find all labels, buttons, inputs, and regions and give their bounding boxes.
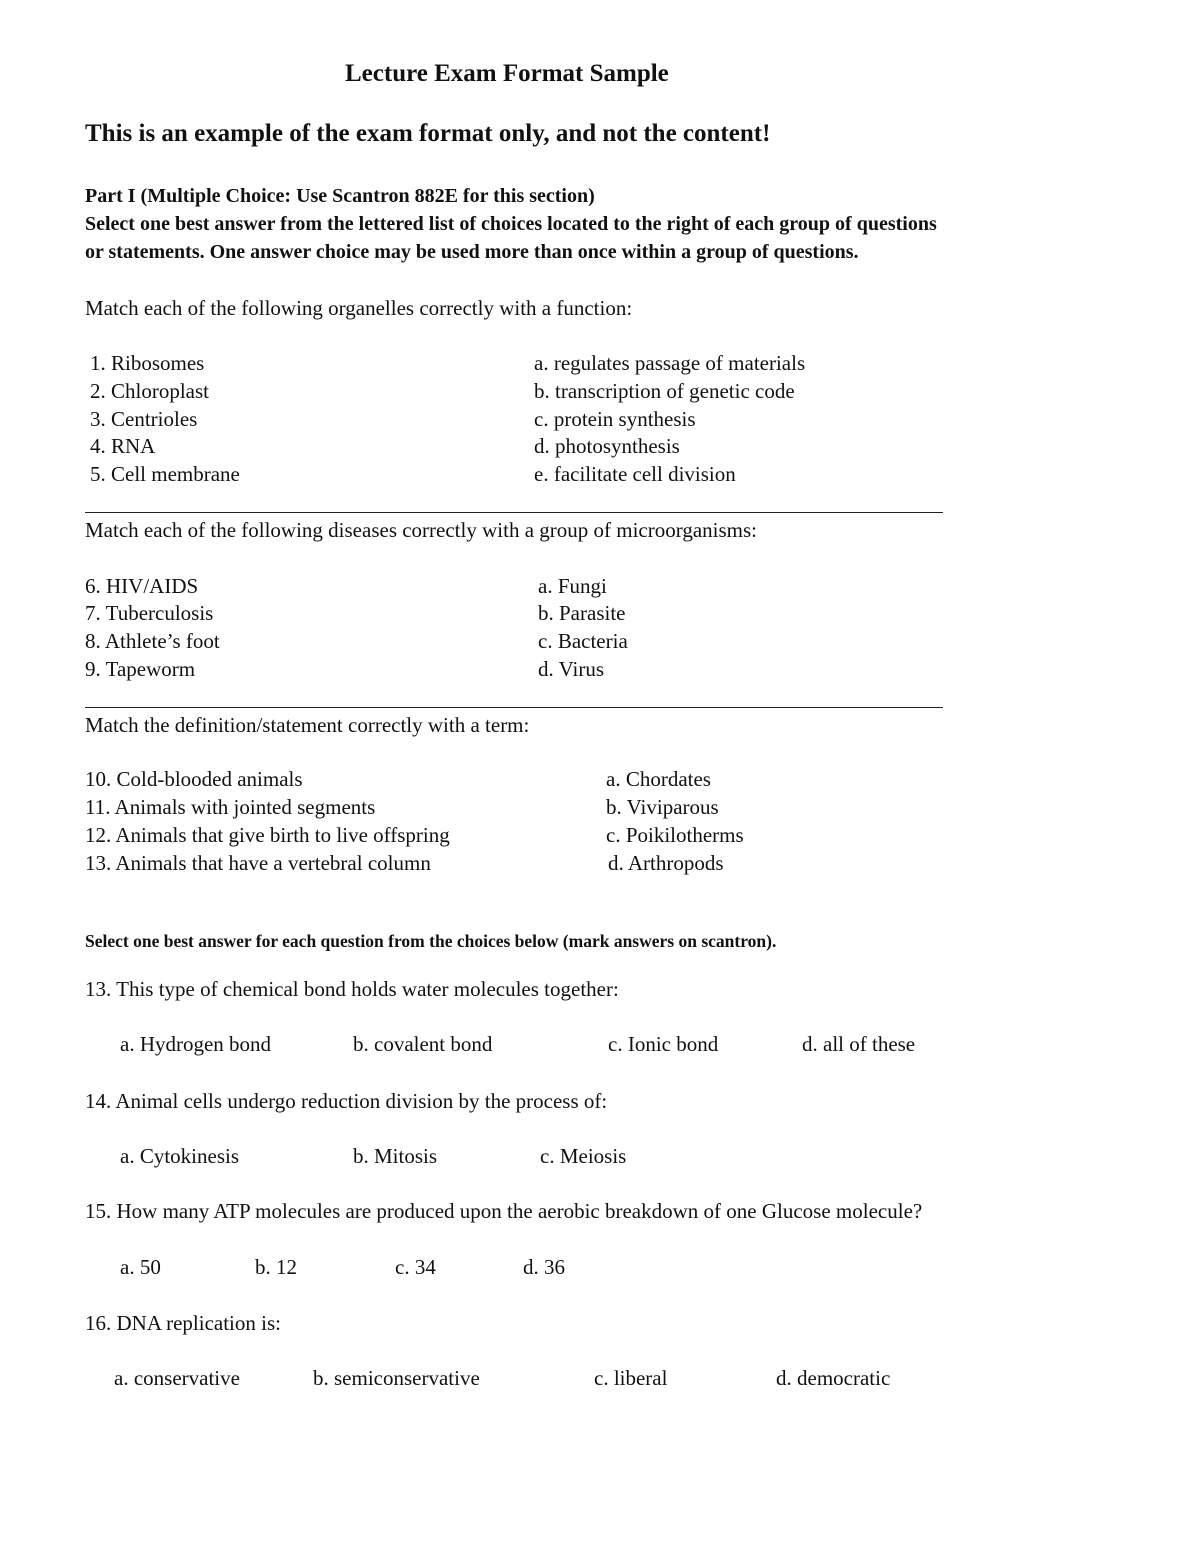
group3-item: 12. Animals that give birth to live offspring <box>85 823 450 847</box>
answer-option: b. covalent bond <box>353 1032 493 1056</box>
section-divider <box>85 512 943 513</box>
part1-instruction-line1: Select one best answer from the lettered list of choices located to the right of each group of questions <box>85 213 937 235</box>
group2-item: 6. HIV/AIDS <box>85 574 199 598</box>
part2-instruction: Select one best answer for each question from the choices below (mark answers on scantron). <box>85 931 777 951</box>
group3-prompt: Match the definition/statement correctly with a term: <box>85 713 530 737</box>
group1-item: 4. RNA <box>90 434 156 458</box>
group1-prompt: Match each of the following organelles correctly with a function: <box>85 296 633 320</box>
part1-instruction-line2: or statements. One answer choice may be used more than once within a group of questions. <box>85 241 859 263</box>
group1-choice: e. facilitate cell division <box>534 462 736 486</box>
group2-choice: a. Fungi <box>538 574 607 598</box>
group3-choice: b. Viviparous <box>606 795 719 819</box>
answer-option: b. 12 <box>255 1255 297 1279</box>
part1-heading: Part I (Multiple Choice: Use Scantron 882E for this section) <box>85 185 595 207</box>
answer-option: d. democratic <box>776 1366 891 1390</box>
question-text: 15. How many ATP molecules are produced upon the aerobic breakdown of one Glucose molecule? <box>85 1199 923 1223</box>
group3-choice: a. Chordates <box>606 767 711 791</box>
answer-option: d. all of these <box>802 1032 916 1056</box>
group3-choice: c. Poikilotherms <box>606 823 744 847</box>
group3-choice: d. Arthropods <box>608 851 724 875</box>
question-text: 13. This type of chemical bond holds water molecules together: <box>85 977 619 1001</box>
group2-choice: c. Bacteria <box>538 629 628 653</box>
answer-option: c. Ionic bond <box>608 1032 719 1056</box>
answer-option: c. liberal <box>594 1366 668 1390</box>
answer-option: c. Meiosis <box>540 1144 627 1168</box>
group1-item: 5. Cell membrane <box>90 462 240 486</box>
group1-choice: b. transcription of genetic code <box>534 379 795 403</box>
answer-option: a. Cytokinesis <box>120 1144 239 1168</box>
group2-prompt: Match each of the following diseases correctly with a group of microorganisms: <box>85 518 758 542</box>
group2-item: 9. Tapeworm <box>85 657 196 681</box>
group3-item: 13. Animals that have a vertebral column <box>85 851 431 875</box>
group1-item: 3. Centrioles <box>90 407 198 431</box>
answer-option: b. semiconservative <box>313 1366 480 1390</box>
answer-option: b. Mitosis <box>353 1144 438 1168</box>
question-text: 14. Animal cells undergo reduction division by the process of: <box>85 1089 608 1113</box>
group1-choice: a. regulates passage of materials <box>534 351 806 375</box>
answer-option: a. conservative <box>114 1366 240 1390</box>
page-title: Lecture Exam Format Sample <box>345 60 669 87</box>
group3-item: 10. Cold-blooded animals <box>85 767 303 791</box>
group2-item: 8. Athlete’s foot <box>85 629 220 653</box>
answer-option: d. 36 <box>523 1255 565 1279</box>
group3-item: 11. Animals with jointed segments <box>85 795 376 819</box>
answer-option: a. Hydrogen bond <box>120 1032 272 1056</box>
group1-item: 1. Ribosomes <box>90 351 205 375</box>
group2-item: 7. Tuberculosis <box>85 601 214 625</box>
group1-choice: d. photosynthesis <box>534 434 680 458</box>
answer-option: a. 50 <box>120 1255 161 1279</box>
group1-choice: c. protein synthesis <box>534 407 696 431</box>
group2-choice: d. Virus <box>538 657 605 681</box>
group2-choice: b. Parasite <box>538 601 626 625</box>
page-subtitle: This is an example of the exam format only, and not the content! <box>85 120 771 147</box>
section-divider <box>85 707 943 708</box>
group1-item: 2. Chloroplast <box>90 379 209 403</box>
answer-option: c. 34 <box>395 1255 436 1279</box>
question-text: 16. DNA replication is: <box>85 1311 281 1335</box>
